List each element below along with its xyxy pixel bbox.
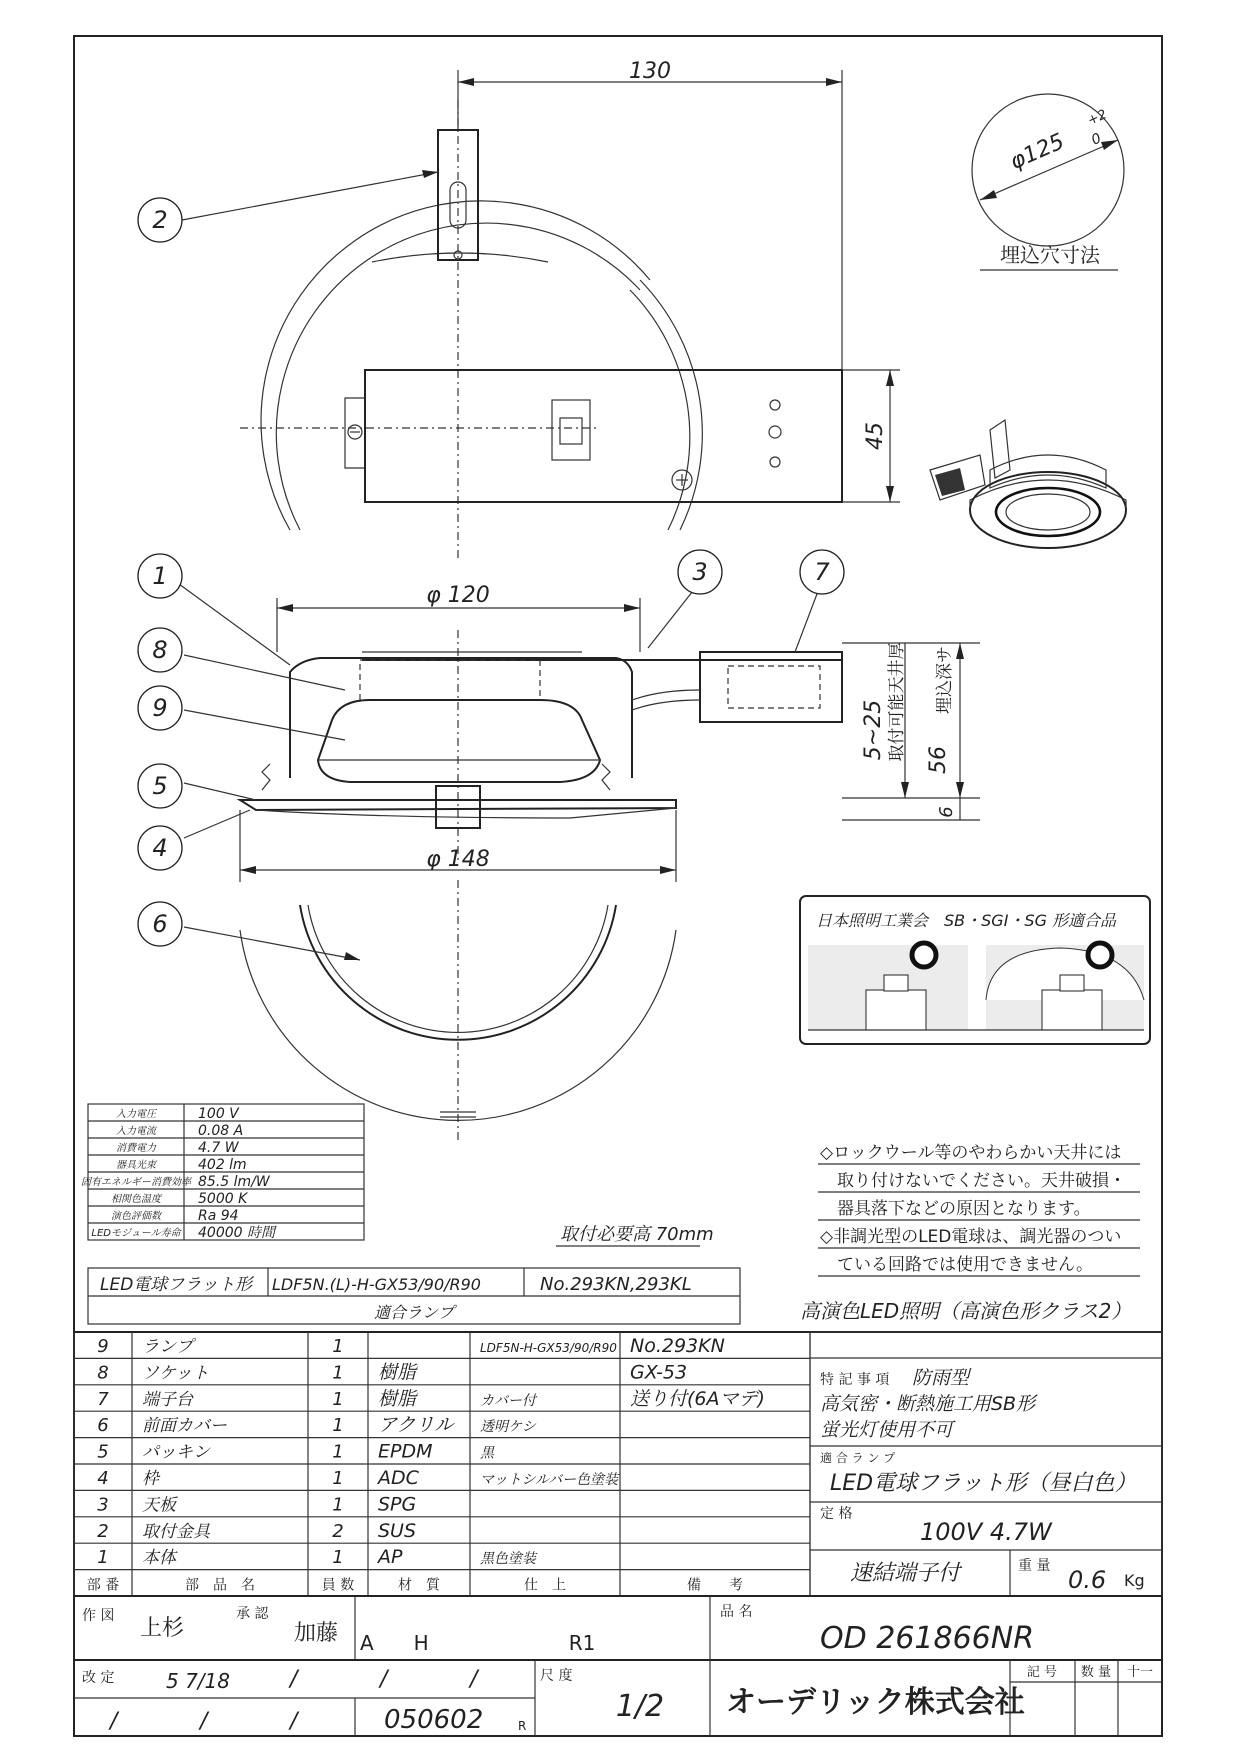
svg-text:数 量: 数 量 <box>1080 1665 1112 1680</box>
part-remarks: No.293KN <box>630 1335 725 1357</box>
part-no: 5 <box>97 1441 109 1463</box>
spec-value: 100 V <box>198 1106 239 1122</box>
side-view <box>240 583 980 882</box>
hole-size-detail <box>972 94 1124 270</box>
svg-text:/: / <box>290 1709 298 1734</box>
svg-text:R: R <box>518 1719 527 1733</box>
parts-header-name: 部 品 名 <box>185 1577 255 1594</box>
spec-value: 85.5 lm/W <box>198 1174 270 1190</box>
parts-header-qty: 員 数 <box>321 1577 355 1594</box>
spec-value: 40000 時間 <box>198 1225 275 1241</box>
dim-ceiling-range: 5~25 <box>861 699 886 761</box>
spec-label: 演色評価数 <box>111 1211 161 1222</box>
svg-text:6: 6 <box>152 910 168 938</box>
svg-text:/: / <box>200 1709 208 1734</box>
part-no: 2 <box>97 1520 109 1542</box>
spec-label: 入力電圧 <box>116 1109 156 1120</box>
spec-label: 相関色温度 <box>111 1194 161 1205</box>
spec-value: 402 lm <box>198 1157 247 1173</box>
svg-text:3: 3 <box>692 558 708 586</box>
svg-text:1: 1 <box>152 562 168 590</box>
part-name: 本体 <box>142 1548 176 1569</box>
svg-text:/: / <box>110 1709 118 1734</box>
part-no: 3 <box>97 1494 109 1516</box>
svg-text:作 図: 作 図 <box>82 1608 115 1624</box>
svg-text:5: 5 <box>152 772 168 800</box>
label-ceiling-thickness: 取付可能天井厚 <box>887 642 907 762</box>
svg-text:+2: +2 <box>1085 107 1110 129</box>
part-qty: 1 <box>332 1468 344 1489</box>
weight-label: 重 量 <box>1018 1558 1051 1574</box>
dim-embed-depth: 56 <box>926 746 951 774</box>
part-qty: 1 <box>332 1388 344 1410</box>
dim-120: φ 120 <box>426 583 490 608</box>
svg-text:ている回路では使用できません。: ている回路では使用できません。 <box>820 1255 1094 1275</box>
lamp-numbers: No.293KN,293KL <box>540 1274 692 1295</box>
part-finish: カバー付 <box>480 1392 536 1409</box>
part-remarks: GX-53 <box>630 1361 688 1384</box>
part-no: 8 <box>97 1362 109 1384</box>
part-finish: マットシルバー色塗装 <box>480 1472 619 1488</box>
part-qty: 1 <box>332 1362 344 1384</box>
special-line2: 高気密・断熱施工用SB形 <box>820 1393 1036 1415</box>
special-value: 防雨型 <box>912 1367 970 1389</box>
parts-table <box>74 1332 1162 1596</box>
part-qty: 1 <box>332 1494 344 1516</box>
product-number: OD 261866NR <box>820 1621 1035 1656</box>
part-no: 1 <box>97 1547 109 1569</box>
dim-130: 130 <box>629 59 671 84</box>
part-name: 前面カバー <box>142 1416 227 1437</box>
spec-label: LEDモジュール寿命 <box>91 1228 181 1239</box>
label-embed-depth: 埋込深サ <box>935 646 955 714</box>
part-name: 端子台 <box>142 1389 193 1410</box>
part-no: 7 <box>97 1388 109 1410</box>
part-finish: 黒 <box>480 1445 494 1462</box>
part-material: AP <box>378 1546 403 1569</box>
svg-text:4: 4 <box>152 834 168 862</box>
part-qty: 1 <box>332 1547 344 1569</box>
drawn-by: 上杉 <box>140 1616 185 1641</box>
special-line3: 蛍光灯使用不可 <box>820 1419 954 1441</box>
svg-text:2: 2 <box>152 206 168 234</box>
jil-title: 日本照明工業会 SB・SGI・SG 形適合品 <box>816 911 1117 930</box>
special-label: 特 記 事 項 <box>820 1372 890 1388</box>
weight-unit: Kg <box>1124 1571 1145 1590</box>
rating-label: 定 格 <box>820 1506 853 1522</box>
weight-value: 0.6 <box>1068 1566 1107 1594</box>
dim-frame-height: 6 <box>936 806 957 818</box>
part-material: SPG <box>378 1493 417 1516</box>
svg-text:/: / <box>290 1667 298 1692</box>
lamp-value: LED電球フラット形（昼白色） <box>830 1471 1137 1496</box>
part-material: ADC <box>378 1467 419 1489</box>
part-material: EPDM <box>378 1440 433 1463</box>
part-material: アクリル <box>378 1414 454 1437</box>
part-finish: 黒色塗装 <box>480 1551 536 1568</box>
spec-value: 0.08 A <box>198 1123 244 1139</box>
part-no: 9 <box>97 1336 109 1357</box>
part-qty: 1 <box>332 1336 344 1357</box>
connector-label: 速結端子付 <box>850 1561 961 1586</box>
part-no: 6 <box>97 1415 109 1437</box>
part-name: 取付金具 <box>142 1521 210 1542</box>
notes <box>800 1143 1140 1323</box>
scale-value: 1/2 <box>615 1689 665 1724</box>
spec-label: 消費電力 <box>116 1143 156 1154</box>
svg-text:8: 8 <box>152 636 168 664</box>
part-material: 樹脂 <box>378 1361 417 1384</box>
lamp-caption: 適合ランプ <box>373 1303 455 1322</box>
part-no: 4 <box>97 1468 109 1489</box>
lamp-type: LED電球フラット形 <box>100 1275 252 1295</box>
part-name: ランプ <box>142 1337 193 1357</box>
part-qty: 1 <box>332 1415 344 1437</box>
part-remarks: 送り付(6Aマデ) <box>630 1387 765 1410</box>
hole-size-label: 埋込穴寸法 <box>1000 243 1100 267</box>
spec-value: 4.7 W <box>198 1140 239 1156</box>
parts-header-material: 材 質 <box>398 1577 440 1594</box>
high-cri-label: 高演色LED照明（高演色形クラス2） <box>800 1299 1132 1323</box>
spec-label: 入力電流 <box>116 1126 156 1137</box>
svg-text:器具落下などの原因となります。: 器具落下などの原因となります。 <box>820 1199 1091 1219</box>
svg-text:品 名: 品 名 <box>720 1604 753 1620</box>
balloons <box>138 170 844 960</box>
dim-148: φ 148 <box>426 847 490 872</box>
part-material: 樹脂 <box>378 1387 417 1410</box>
svg-text:取り付けないでください。天井破損・: 取り付けないでください。天井破損・ <box>820 1171 1126 1191</box>
part-material: SUS <box>378 1519 417 1542</box>
special-block <box>810 1332 1162 1596</box>
spec-label: 固有エネルギー消費効率 <box>81 1177 191 1188</box>
bottom-view <box>240 880 676 1140</box>
product-sketch <box>930 420 1126 548</box>
lamp-label: 適 合 ラ ン プ <box>820 1451 896 1465</box>
required-height: 取付必要高 70mm <box>560 1224 714 1245</box>
svg-text:承 認: 承 認 <box>236 1606 269 1622</box>
svg-text:/: / <box>380 1667 388 1692</box>
dim-hole: φ125 <box>1006 129 1069 175</box>
part-name: 枠 <box>142 1469 159 1489</box>
parts-header-remarks: 備 考 <box>687 1577 743 1594</box>
svg-text:7: 7 <box>814 558 830 586</box>
part-qty: 1 <box>332 1441 344 1463</box>
title-block <box>74 1596 1162 1736</box>
svg-text:尺 度: 尺 度 <box>540 1668 573 1684</box>
parts-header-finish: 仕 上 <box>524 1577 566 1594</box>
parts-header-no: 部 番 <box>86 1577 120 1594</box>
part-name: 天板 <box>142 1495 176 1516</box>
company-name: オーデリック株式会社 <box>726 1685 1025 1720</box>
drawing-number: 050602 <box>384 1705 484 1735</box>
part-name: ソケット <box>142 1363 209 1384</box>
svg-text:記 号: 記 号 <box>1026 1665 1058 1680</box>
lamp-box <box>88 1268 740 1324</box>
drawing-codes: A H R1 <box>360 1631 596 1655</box>
top-view <box>240 59 900 560</box>
lamp-model: LDF5N.(L)-H-GX53/90/R90 <box>272 1275 481 1294</box>
part-name: パッキン <box>142 1442 210 1463</box>
svg-text:/: / <box>470 1667 478 1692</box>
rating-value: 100V 4.7W <box>920 1518 1052 1546</box>
spec-table <box>81 1104 364 1241</box>
svg-text:◇ロックウール等のやわらかい天井には: ◇ロックウール等のやわらかい天井には <box>820 1143 1122 1163</box>
spec-label: 器具光束 <box>116 1160 156 1171</box>
revision-date: 5 7/18 <box>166 1669 230 1693</box>
jil-box <box>800 896 1150 1044</box>
svg-text:0: 0 <box>1089 130 1104 149</box>
svg-text:改 定: 改 定 <box>82 1670 115 1686</box>
part-finish: 透明ケシ <box>480 1419 536 1436</box>
dim-45: 45 <box>863 422 888 450</box>
part-finish: LDF5N-H-GX53/90/R90 <box>480 1341 617 1355</box>
svg-text:9: 9 <box>152 694 168 722</box>
spec-value: 5000 K <box>198 1191 248 1207</box>
svg-text:◇非調光型のLED電球は、調光器のつい: ◇非調光型のLED電球は、調光器のつい <box>820 1227 1122 1247</box>
svg-text:十一: 十一 <box>1126 1665 1154 1680</box>
spec-value: Ra 94 <box>198 1208 239 1224</box>
part-qty: 2 <box>332 1520 344 1542</box>
approved-by: 加藤 <box>294 1621 339 1646</box>
